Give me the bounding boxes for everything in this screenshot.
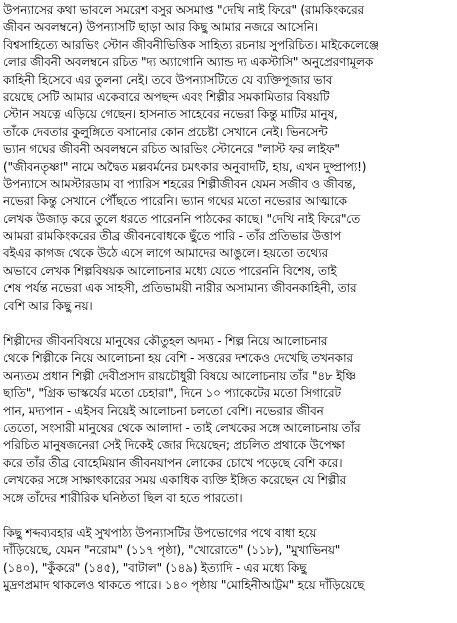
text-line: শিল্পীদের জীবনবিষয়ে মানুষের কৌতুহল অদম্য - শিল্প নিয়ে আলোচনার (3, 334, 328, 349)
text-line: দাঁড়িয়েছে, যেমন "নরোম" (১১৭ পৃষ্ঠা), "খোরোতে" (১১৮), "মুখাভিনয়" (3, 543, 341, 558)
text-line: অন্যতম প্রধান শিল্পী দেবীপ্রসাদ রায়চৌধুরী বিষয়ে আলোচনায় তাঁর "৪৮ ইঞ্চি (3, 368, 356, 383)
text-line: মুদ্রণপ্রমাদ থাকলেও থাকতে পারে। ১৪০ পৃষ্ঠায় "মোহিনীআট্টম" হয়ে দাঁড়িয়েছে (3, 578, 365, 593)
text-line: শেষ পর্যন্ত নভেরা এক সাহসী, প্রতিভাময়ী নারীর অসামান্য জীবনকাহিনী, তার (3, 281, 357, 296)
text-line: লেখকের সঙ্গে সাক্ষাৎকারের সময় একাধিক ব্যক্তি ইঙ্গিত করেছেন যে শিল্পীর (3, 473, 347, 488)
text-line: আমরা রামকিংকরের তীব্র জীবনবোধকে ছুঁতে পারি - তাঁর প্রতিভার উত্তাপ (3, 229, 341, 244)
text-line: কিছু শব্দব্যবহার এই সুখপাঠ্য উপন্যাসটির উপভোগের পথে বাধা হয়ে (3, 525, 317, 540)
text-line: কাহিনী হিসেবে এর তুলনা নেই। তবে উপন্যাসটিতে যে ব্যক্তিপূজার ভাব (3, 72, 333, 87)
text-line: বিশ্বসাহিত্যে আরভিং স্টোন জীবনীভিত্তিক সাহিত্য রচনায় সুপরিচিত। মাইকেলেঞ্জে (3, 37, 379, 52)
paragraph-novel-comparison (3, 2, 454, 315)
text-line: ("জীবনতৃষ্ণা" নামে অদ্বৈত মল্লবর্মনের চমৎকার অনুবাদটি, হায়, এখন দুষ্প্রাপ্য!) (3, 159, 367, 174)
text-line: থেকে শিল্পীকে নিয়ে আলোচনা হয় বেশি - সত্তরের দশকেও দেখেছি তখনকার (3, 351, 353, 366)
paragraph-word-usage (3, 525, 454, 595)
paragraph-artist-curiosity (3, 333, 454, 507)
text-line: পরিচিত মানুষজনেরা সেই দিকেই জোর দিয়েছেন; প্রচলিত প্রথাকে উপেক্ষা (3, 438, 345, 453)
paragraph-spacer (3, 315, 454, 333)
text-line: করে তাঁর তীব্র বোহেমিয়ান জীবনযাপন লোকের চোখে পড়েছে বেশি করে। (3, 455, 343, 470)
text-line: (১৪০), "কুঁকরে" (১৪৫), "বাটাল" (১৪৯) ইত্যাদি - এর মধ্যে কিছু (3, 560, 307, 575)
text-line: তেতো, সংসারী মানুষের থেকে আলাদা - তাই লেখকের সঙ্গে আলোচনায় তাঁর (3, 420, 361, 435)
text-line: সঙ্গে তাঁদের শারীরিক ঘনিষ্ঠতা ছিল বা হতে পারতো। (3, 490, 243, 505)
paragraph-spacer (3, 507, 454, 525)
text-line: তাঁকে দেবতার কুলুঙ্গিতে বসানোর কোন প্রচেষ্টা সেখানে নেই। ভিনসেন্ট (3, 124, 328, 139)
text-line: পান, মদ্যপান - এইসব নিয়েই আলোচনা চলতো বেশি। নভেরার জীবন (3, 403, 324, 418)
text-line: ভ্যান গঘের জীবনী অবলম্বনে রচিত আরভিং স্টোনেরে "লাস্ট ফর লাইফ" (3, 142, 340, 157)
text-line: বইএর কাগজ থেকে উঠে এসে লাগে আমাদের আঙুলে। হয়তো তথ্যের (3, 246, 329, 261)
text-line: উপন্যাসে আমস্টারডাম বা প্যারিস শহরের শিল্পীজীবন যেমন সজীব ও জীবন্ত, (3, 176, 356, 191)
text-line: লেখক উজাড় করে তুলে ধরতে পারেননি পাঠকের কাছে। "দেখি নাই ফিরে"তে (3, 211, 361, 226)
text-line: জীবন অবলম্বনে) উপন্যাসটি ছাড়া আর কিছু আমার নজরে আসেনি। (3, 20, 318, 35)
text-line: লোর জীবনী অবলম্বনে রচিত "দ্য অ্যাগোনি অ্যান্ড দ্য একস্টাসি" অনুপ্রেরণামূলক (3, 55, 374, 70)
text-line: বেশি আর কিছু নয়। (3, 298, 93, 313)
text-line: রয়েছে সেটি আমার একেবারে অপছন্দ এবং শিল্পীর সমকামিতার বিষয়টি (3, 89, 330, 104)
text-line: উপন্যাসের কথা ভাবলে সমরেশ বসুর অসমাপ্ত "দেখি নাই ফিরে" (রামকিংকরের (3, 3, 364, 17)
text-line: অভাবে লেখক শিল্পবিষয়ক আলোচনার মধ্যে যেতে পারেননি বিশেষ, তাই (3, 263, 337, 278)
text-line: নভেরা কিন্তু সেখানে পৌঁছতে পারেনি। ভ্যান গঘের মতো নভেরার আত্মাকে (3, 194, 347, 209)
text-line: স্টোন সযত্নে এড়িয়ে গেছেন। হাসনাত সাহেবের নভেরা কিন্তু মাটির মানুষ, (3, 107, 338, 122)
text-line: ছাতি", "গ্রিক ভাস্কর্যের মতো চেহারা", দিনে ১০ প্যাকেটের মতো সিগারেট (3, 386, 341, 401)
